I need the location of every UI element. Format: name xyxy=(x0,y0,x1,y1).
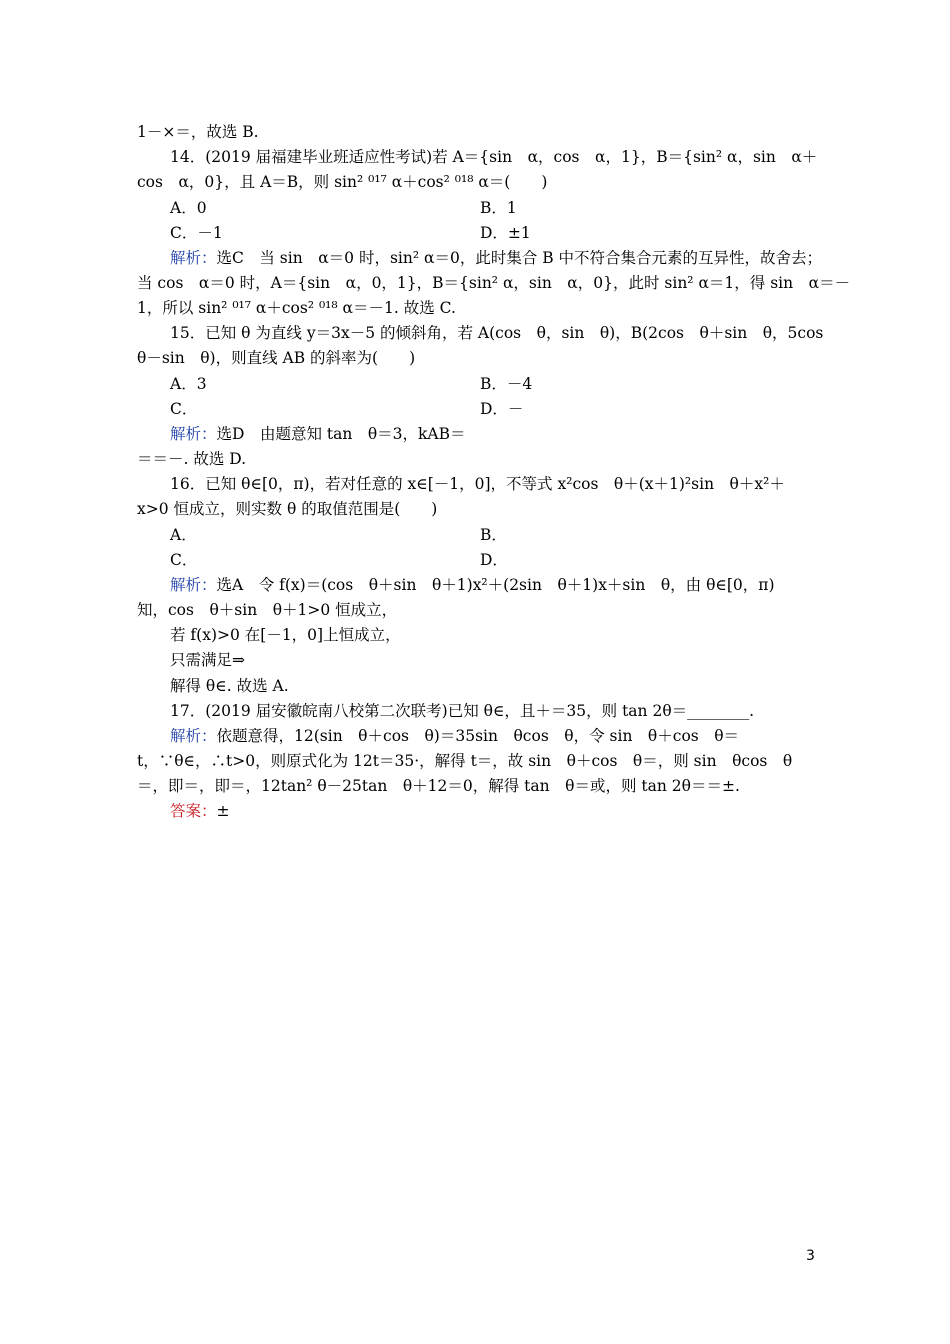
q17-analysis xyxy=(170,726,739,746)
analysis-text: 选A 令 f(x)＝(cos θ＋sin θ＋1)x²＋(2sin θ＋1)x＋sin θ，由 θ∈[0，π) xyxy=(216,576,775,594)
analysis-label: 解析： xyxy=(170,727,217,745)
q16-analysis-3: 若 f(x)>0 在[－1，0]上恒成立， xyxy=(170,626,401,644)
q15-stem-1: 15．已知 θ 为直线 y＝3x－5 的倾斜角，若 A(cos θ，sin θ)，B(2cos θ＋sin θ，5cos xyxy=(170,324,824,342)
q16-analysis-4: 只需满足⇒ xyxy=(170,651,245,669)
analysis-text: 选C 当 sin α＝0 时，sin² α＝0，此时集合 B 中不符合集合元素的互异性，故舍去； xyxy=(216,249,823,267)
q15-option-b: B．－4 xyxy=(480,375,533,393)
q14-stem-2: cos α，0}，且 A＝B，则 sin² ⁰¹⁷ α＋cos² ⁰¹⁸ α＝( ) xyxy=(137,173,548,191)
q17-stem: 17．(2019 届安徽皖南八校第二次联考)已知 θ∈，且＋＝35，则 tan 2θ＝________. xyxy=(170,702,755,720)
q16-analysis-2: 知，cos θ＋sin θ＋1>0 恒成立， xyxy=(137,601,398,619)
q14-option-a: A．0 xyxy=(170,199,207,217)
q15-option-c: C． xyxy=(170,400,198,418)
q16-option-b: B． xyxy=(480,526,507,544)
analysis-label: 解析： xyxy=(170,249,217,267)
q17-analysis-3: ＝，即＝，即＝，12tan² θ－25tan θ＋12＝0，解得 tan θ＝或，则 tan 2θ＝＝±. xyxy=(137,777,740,795)
q15-analysis-2: ＝＝－. 故选 D. xyxy=(137,450,247,468)
q14-analysis xyxy=(170,248,822,268)
answer-label: 答案： xyxy=(170,802,217,820)
q14-analysis-2: 当 cos α＝0 时，A＝{sin α，0，1}，B＝{sin² α，sin α，0}，此时 sin² α＝1，得 sin α＝－ xyxy=(137,274,851,292)
analysis-label: 解析： xyxy=(170,576,217,594)
page-number: 3 xyxy=(806,1248,815,1264)
q17-answer xyxy=(170,801,230,821)
q15-option-a: A．3 xyxy=(170,375,207,393)
q16-stem-2: x>0 恒成立，则实数 θ 的取值范围是( ) xyxy=(137,500,438,518)
answer-text: ± xyxy=(216,802,230,820)
q16-option-c: C． xyxy=(170,551,198,569)
analysis-text: 选D 由题意知 tan θ＝3，kAB＝ xyxy=(216,425,466,443)
q14-option-b: B．1 xyxy=(480,199,517,217)
q16-stem-1: 16．已知 θ∈[0，π)，若对任意的 x∈[－1，0]，不等式 x²cos θ＋(x＋1)²sin θ＋x²＋ xyxy=(170,475,785,493)
q16-analysis-5: 解得 θ∈. 故选 A. xyxy=(170,677,289,695)
analysis-label: 解析： xyxy=(170,425,217,443)
q15-option-d: D．－ xyxy=(480,400,524,418)
q16-option-d: D． xyxy=(480,551,508,569)
q16-option-a: A． xyxy=(170,526,197,544)
analysis-text: 依题意得，12(sin θ＋cos θ)＝35sin θcos θ，令 sin θ＋cos θ＝ xyxy=(216,727,740,745)
q14-option-c: C．－1 xyxy=(170,224,223,242)
line-1: 1－×＝，故选 B. xyxy=(137,123,259,141)
q14-analysis-3: 1，所以 sin² ⁰¹⁷ α＋cos² ⁰¹⁸ α＝－1. 故选 C. xyxy=(137,299,456,317)
q16-analysis xyxy=(170,575,775,595)
q15-analysis xyxy=(170,424,466,444)
q15-stem-2: θ－sin θ)，则直线 AB 的斜率为( ) xyxy=(137,349,416,367)
q14-stem-1: 14．(2019 届福建毕业班适应性考试)若 A＝{sin α，cos α，1}，B＝{sin² α，sin α＋ xyxy=(170,148,818,166)
q14-option-d: D．±1 xyxy=(480,224,531,242)
q17-analysis-2: t，∵θ∈，∴t>0，则原式化为 12t＝35·，解得 t＝，故 sin θ＋cos θ＝，则 sin θcos θ xyxy=(137,752,793,770)
